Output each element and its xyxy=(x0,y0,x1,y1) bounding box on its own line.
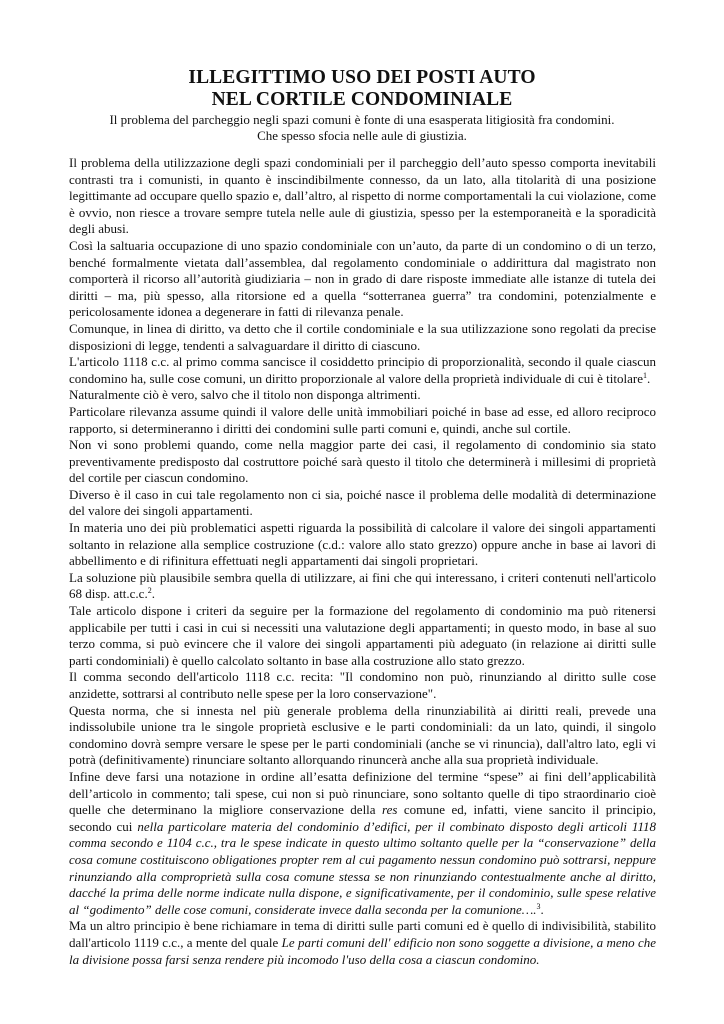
paragraph-10-text: La soluzione più plausibile sembra quella di utilizzare, ai fini che qui interessano, i criteri contenuti nell'articolo 68 disp. att.c.c. xyxy=(69,569,656,602)
paragraph-9: In materia uno dei più problematici aspetti riguarda la possibilità di calcolare il valore dei singoli appartamenti soltanto in relazione alla semplice costruzione (c.d.: valore allo stato grezzo) oppure anche in base ai lavori di abbellimento e di rifinitura effettuati negli appartamenti dai singoli proprietari. xyxy=(69,520,656,569)
subtitle-line-1: Il problema del parcheggio negli spazi comuni è fonte di una esasperata litigiosità fra condomini. xyxy=(109,112,615,127)
paragraph-5: Naturalmente ciò è vero, salvo che il titolo non disponga altrimenti. xyxy=(69,387,421,403)
paragraph-15 xyxy=(69,918,656,968)
paragraph-14-end: . xyxy=(540,901,544,917)
paragraph-6: Particolare rilevanza assume quindi il valore delle unità immobiliari poiché in base ad esse, ed alloro reciproco rapporto, si determineranno i diritti dei condomini sulle parti comuni e, quindi, anche sul cortile. xyxy=(69,403,656,436)
paragraph-7: Non vi sono problemi quando, come nella maggior parte dei casi, il regolamento di condominio sia stato preventivamente predisposto dal costruttore poiché sarà questo il titolo che determinerà i millesimi di proprietà del cortile per ciascun condomino. xyxy=(69,437,656,486)
paragraph-15-intro: Ma un altro principio è bene richiamare in tema di diritti sulle parti comuni ed è quello di indivisibilità, stabilito dall'articolo 1119 c.c., a mente del quale xyxy=(69,918,656,950)
paragraph-1: Il problema della utilizzazione degli spazi condominiali per il parcheggio dell’auto spesso comporta inevitabili contrasti tra i comunisti, in quanto è inscindibilmente connesso, da un lato, alla titolarità di una posizione legittimante ad occupare quello spazio e, dall’altro, al rispetto di norme comportamentali la cui violazione, come è ovvio, non riesce a trovare sempre tutela nelle aule di giustizia, spesso per la estemporaneità e la sporadicità degli abusi. xyxy=(69,155,656,237)
footnote-ref-1[interactable]: 1 xyxy=(643,370,647,380)
footnote-ref-2[interactable]: 2 xyxy=(147,586,152,596)
paragraph-15-quote: Le parti comuni dell' edificio non sono soggette a divisione, a meno che la divisione possa farsi senza rendere più incomodo l'uso della cosa a ciascun condomino. xyxy=(69,934,656,967)
document-title-line-1: ILLEGITTIMO USO DEI POSTI AUTO xyxy=(188,67,536,88)
article-body xyxy=(69,155,656,968)
paragraph-2: Così la saltuaria occupazione di uno spazio condominiale con un’auto, da parte di un condomino o di un terzo, benché formalmente vietata dall’assemblea, dal regolamento condominiale o addirittura dal magistrato non comporterà il ricorso all’autorità giudiziaria – non in grado di dare risposte immediate alle istanze di tutela dei diritti – ma, più spesso, alla ritorsione ed a quella “sotterranea guerra” tra condomini, potenzialmente e pericolosamente idonea a degenerare in fatti di rilevanza penale. xyxy=(69,237,656,320)
paragraph-4 xyxy=(69,354,656,387)
paragraph-3: Comunque, in linea di diritto, va detto che il cortile condominiale e la sua utilizzazione sono regolati da precise disposizioni di legge, tendenti a salvaguardare il diritto di ciascuno. xyxy=(69,320,656,353)
paragraph-8: Diverso è il caso in cui tale regolamento non ci sia, poiché nasce il problema delle modalità di determinazione del valore dei singoli appartamenti. xyxy=(69,486,656,519)
paragraph-11: Tale articolo dispone i criteri da seguire per la formazione del regolamento di condominio ma può ritenersi applicabile per tutti i casi in cui si necessiti una valutazione degli appartamenti; in questo modo, in base al suo terzo comma, si può evincere che il valore dei singoli appartamenti più adeguato (in relazione ai diritti sulle parti condominiali) è quello calcolato soltanto in base alla costruzione allo stato grezzo. xyxy=(69,603,656,668)
paragraph-14-quote: nella particolare materia del condominio d’edifici, per il combinato disposto degli articoli 1118 comma secondo e 1104 c.c., tra le spese indicate in questo ultimo soltanto quelle per la “conservazione” della cosa comune costituiscono obligationes propter rem al cui pagamento nessun condomino può sottrarsi, neppure rinunziando alla comproprietà sulla cosa comune stessa se non rinunziando contestualmente anche al diritto, dacché la prima delle norme indicate nulla dispone, e significativamente, per il condominio, sulle spese relative al “godimento” delle cose comuni, considerate invece dalla seconda per la comunione…. xyxy=(69,818,656,917)
document-title-line-2: NEL CORTILE CONDOMINIALE xyxy=(211,89,513,110)
paragraph-10 xyxy=(69,570,656,603)
paragraph-4-text: L'articolo 1118 c.c. al primo comma sancisce il cosiddetto principio di proporzionalità, secondo il quale ciascun condomino ha, sulle cose comuni, un diritto proporzionale al valore della proprietà individuale di cui è titolare xyxy=(69,354,656,386)
paragraph-12: Il comma secondo dell'articolo 1118 c.c. recita: "Il condomino non può, rinunziando al diritto sulle cose anzidette, sottrarsi al contributo nelle spese per la loro conservazione". xyxy=(69,669,656,701)
paragraph-4-end: . xyxy=(647,370,651,386)
paragraph-14 xyxy=(69,769,656,918)
subtitle-line-2: Che spesso sfocia nelle aule di giustizia. xyxy=(257,128,467,143)
paragraph-13: Questa norma, che si innesta nel più generale problema della rinunziabilità ai diritti reali, prevede una indissolubile unione tra le singole proprietà esclusive e le parti condominiali: da un lato, quindi, il singolo condomino dovrà sempre versare le spese per le parti condominiali (anche se vi rinuncia), dall'altro lato, egli vi potrà (definitivamente) rinunciare soltanto allorquando rinuncerà anche alla sua proprietà individuale. xyxy=(69,702,656,768)
paragraph-14-intro: Infine deve farsi una notazione in ordine all’esatta definizione del termine “spese” ai fini dell’applicabilità dell’articolo in commento; tali spese, cui non si può rinunciare, sono soltanto quelle di tipo straordinario cioè quelle che determinano la migliore conservazione della xyxy=(69,768,656,818)
paragraph-14-mid: comune ed, infatti, viene sancito il principio, secondo cui xyxy=(69,802,656,834)
paragraph-14-res: res xyxy=(382,802,398,818)
footnote-ref-3[interactable]: 3 xyxy=(536,901,541,911)
paragraph-10-end: . xyxy=(151,586,155,602)
